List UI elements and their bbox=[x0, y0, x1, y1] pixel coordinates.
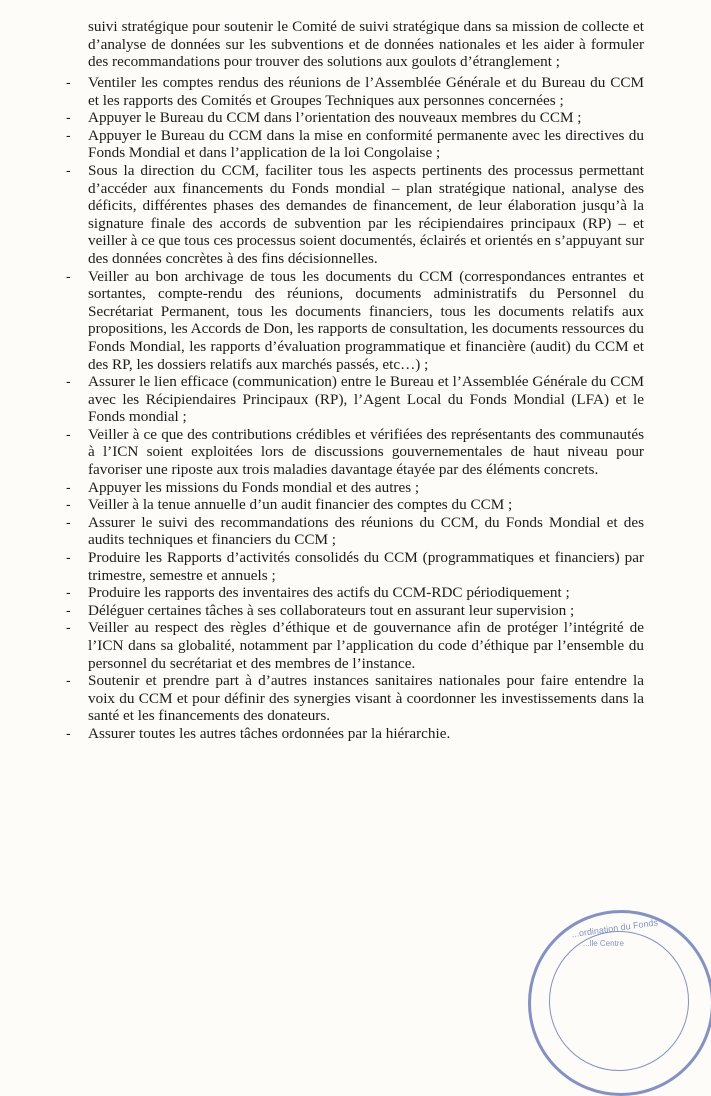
task-item bbox=[0, 602, 644, 620]
task-item-text: Veiller au respect des règles d’éthique et de gouvernance afin de protéger l’intégrité de l’ICN dans sa globalité, notamment par l’application du code d’éthique par l’ensemble du personnel du secrétariat et des membres de l’instance. bbox=[88, 619, 644, 672]
task-item-text: Appuyer le Bureau du CCM dans l’orientation des nouveaux membres du CCM ; bbox=[88, 109, 582, 127]
task-item bbox=[0, 127, 644, 162]
task-item-text: Produire les Rapports d’activités consolidés du CCM (programmatiques et financiers) par trimestre, semestre et annuels ; bbox=[88, 549, 644, 584]
bullet-dash: - bbox=[66, 478, 71, 495]
task-item bbox=[0, 426, 644, 479]
task-item-text: Appuyer le Bureau du CCM dans la mise en conformité permanente avec les directives du Fonds Mondial et dans l’application de la loi Congolaise ; bbox=[88, 126, 644, 162]
bullet-dash: - bbox=[66, 496, 71, 513]
task-item-text: Assurer le suivi des recommandations des réunions du CCM, du Fonds Mondial et des audits techniques et financiers du CCM ; bbox=[88, 513, 644, 549]
task-item-text: Sous la direction du CCM, faciliter tous les aspects pertinents des processus permettant d’accéder aux financements du Fonds mondial – plan stratégique national, analyse des déficits, différentes phases des demandes de financement, de leur élaboration jusqu’à la signature finale des accords de subvention par les récipiendaires principaux (RP) – et veiller à ce que tous ces processus soient documentés, éclairés et orientés en s’appuyant sur des données concrètes à des fins décisionnelles. bbox=[88, 161, 644, 267]
task-item-text: Veiller à ce que des contributions crédibles et vérifiées des représentants des communautés à l’ICN soient exploitées lors de discussions gouvernementales de haut niveau pour favoriser une riposte aux trois maladies davantage étayée par des éléments concrets. bbox=[88, 425, 644, 479]
bullet-dash: - bbox=[66, 109, 71, 126]
stamp-text-inner: ...lle Centre bbox=[583, 939, 624, 948]
bullet-dash: - bbox=[66, 161, 71, 178]
task-item bbox=[0, 373, 644, 426]
lead-paragraph: suivi stratégique pour soutenir le Comité de suivi stratégique dans sa mission de collecte et d’analyse de données sur les subventions et de données nationales et les aider à formuler des recommandations pour trouver des solutions aux goulots d’étranglement ; bbox=[88, 18, 644, 71]
task-item bbox=[0, 268, 644, 374]
task-item-text: Déléguer certaines tâches à ses collaborateurs tout en assurant leur supervision ; bbox=[88, 601, 575, 619]
bullet-dash: - bbox=[66, 549, 71, 566]
task-item bbox=[0, 74, 644, 109]
task-item bbox=[0, 514, 644, 549]
bullet-dash: - bbox=[66, 267, 71, 284]
task-item-text: Assurer toutes les autres tâches ordonnées par la hiérarchie. bbox=[88, 724, 451, 742]
bullet-dash: - bbox=[66, 74, 71, 90]
task-item-text: Soutenir et prendre part à d’autres instances sanitaires nationales pour faire entendre la voix du CCM et pour définir des synergies visant à coordonner les investissements dans la santé et les financements des donateurs. bbox=[88, 672, 644, 725]
task-item-text: Produire les rapports des inventaires des actifs du CCM-RDC périodiquement ; bbox=[88, 584, 570, 602]
stamp-text-top: ...ordination du Fonds bbox=[570, 917, 659, 940]
bullet-dash: - bbox=[66, 425, 71, 442]
bullet-dash: - bbox=[66, 584, 71, 601]
bullet-dash: - bbox=[66, 724, 71, 741]
task-item bbox=[0, 109, 644, 127]
task-item bbox=[0, 496, 644, 514]
task-item bbox=[0, 725, 644, 743]
bullet-dash: - bbox=[66, 619, 71, 636]
task-item bbox=[0, 162, 644, 268]
task-item-text: Ventiler les comptes rendus des réunions de l’Assemblée Générale et du Bureau du CCM et les rapports des Comités et Groupes Techniques aux personnes concernées ; bbox=[88, 74, 644, 109]
task-item bbox=[0, 619, 644, 672]
task-list bbox=[0, 74, 711, 743]
task-item-text: Veiller au bon archivage de tous les documents du CCM (correspondances entrantes et sortantes, compte-rendu des réunions, documents administratifs du Personnel du Secrétariat Permanent, tous les documents financiers, tous les documents relatifs aux propositions, les Accords de Don, les rapports de consultation, les documents ressources du Fonds Mondial, les rapports d’évaluation programmatique et financière (audit) du CCM et des RP, les dossiers relatifs aux marchés passés, etc…) ; bbox=[88, 267, 644, 373]
task-item-text: Appuyer les missions du Fonds mondial et des autres ; bbox=[88, 478, 420, 496]
bullet-dash: - bbox=[66, 513, 71, 530]
task-item bbox=[0, 584, 644, 602]
task-item bbox=[0, 549, 644, 584]
task-item bbox=[0, 672, 644, 725]
task-item-text: Veiller à la tenue annuelle d’un audit financier des comptes du CCM ; bbox=[88, 496, 513, 514]
bullet-dash: - bbox=[66, 672, 71, 689]
official-stamp bbox=[528, 910, 711, 1096]
task-item-text: Assurer le lien efficace (communication) entre le Bureau et l’Assemblée Générale du CCM avec les Récipiendaires Principaux (RP), l’Agent Local du Fonds Mondial (LFA) et le Fonds mondial ; bbox=[88, 373, 644, 426]
bullet-dash: - bbox=[66, 601, 71, 618]
bullet-dash: - bbox=[66, 373, 71, 390]
bullet-dash: - bbox=[66, 126, 71, 143]
task-item bbox=[0, 479, 644, 497]
stamp-inner-ring bbox=[549, 931, 689, 1071]
